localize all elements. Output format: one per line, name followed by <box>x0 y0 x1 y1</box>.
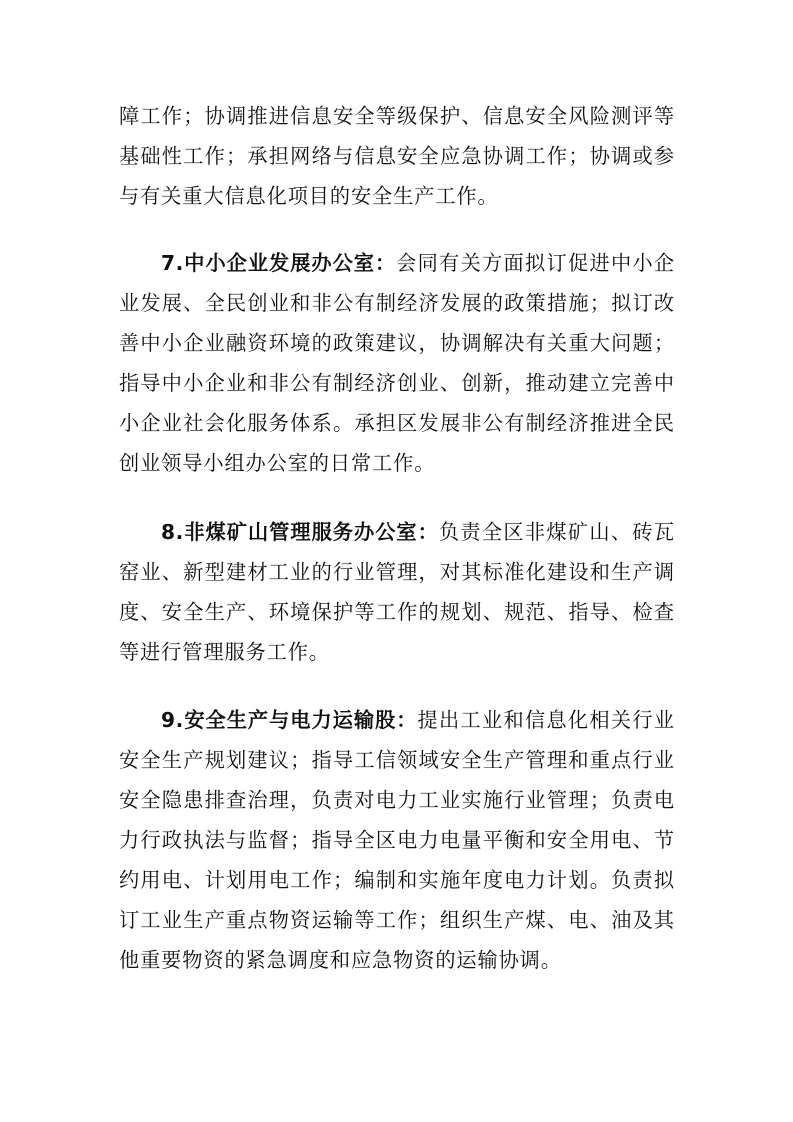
paragraph-section-9 <box>119 700 675 980</box>
text-line: 障工作；协调推进信息安全等级保护、信息安全风险测评等 <box>119 104 675 128</box>
text-line: 与有关重大信息化项目的安全生产工作。 <box>119 184 499 208</box>
heading-continuation: 提出工业和信息化相关行业 <box>417 708 675 732</box>
paragraph-section-7 <box>119 243 675 483</box>
first-line <box>119 243 675 283</box>
section-heading: 8.非煤矿山管理服务办公室： <box>161 520 439 544</box>
text-line: 等进行管理服务工作。 <box>119 640 330 664</box>
text-line: 指导中小企业和非公有制经济创业、创新，推动建立完善中 <box>119 371 675 395</box>
first-line <box>119 700 675 740</box>
text-line: 约用电、计划用电工作；编制和实施年度电力计划。负责拟 <box>119 868 675 892</box>
heading-continuation: 会同有关方面拟订促进中小企 <box>396 251 675 275</box>
text-line: 小企业社会化服务体系。承担区发展非公有制经济推进全民 <box>119 411 675 435</box>
text-line: 力行政执法与监督；指导全区电力电量平衡和安全用电、节 <box>119 828 675 852</box>
text-line: 基础性工作；承担网络与信息安全应急协调工作；协调或参 <box>119 144 675 168</box>
section-heading: 7.中小企业发展办公室： <box>161 251 397 275</box>
paragraph-intro <box>119 96 675 216</box>
first-line <box>119 512 675 552</box>
text-line: 安全生产规划建议；指导工信领域安全生产管理和重点行业 <box>119 748 675 772</box>
text-line: 业发展、全民创业和非公有制经济发展的政策措施；拟订改 <box>119 291 675 315</box>
text-line: 他重要物资的紧急调度和应急物资的运输协调。 <box>119 948 562 972</box>
text-line: 订工业生产重点物资运输等工作；组织生产煤、电、油及其 <box>119 908 675 932</box>
heading-continuation: 负责全区非煤矿山、砖瓦 <box>438 520 675 544</box>
paragraph-section-8 <box>119 512 675 672</box>
section-heading: 9.安全生产与电力运输股： <box>161 708 418 732</box>
text-line: 创业领导小组办公室的日常工作。 <box>119 451 436 475</box>
text-line: 窑业、新型建材工业的行业管理，对其标准化建设和生产调 <box>119 560 675 584</box>
text-line: 善中小企业融资环境的政策建议，协调解决有关重大问题； <box>119 331 675 355</box>
text-line: 度、安全生产、环境保护等工作的规划、规范、指导、检查 <box>119 600 675 624</box>
text-line: 安全隐患排查治理，负责对电力工业实施行业管理；负责电 <box>119 788 675 812</box>
